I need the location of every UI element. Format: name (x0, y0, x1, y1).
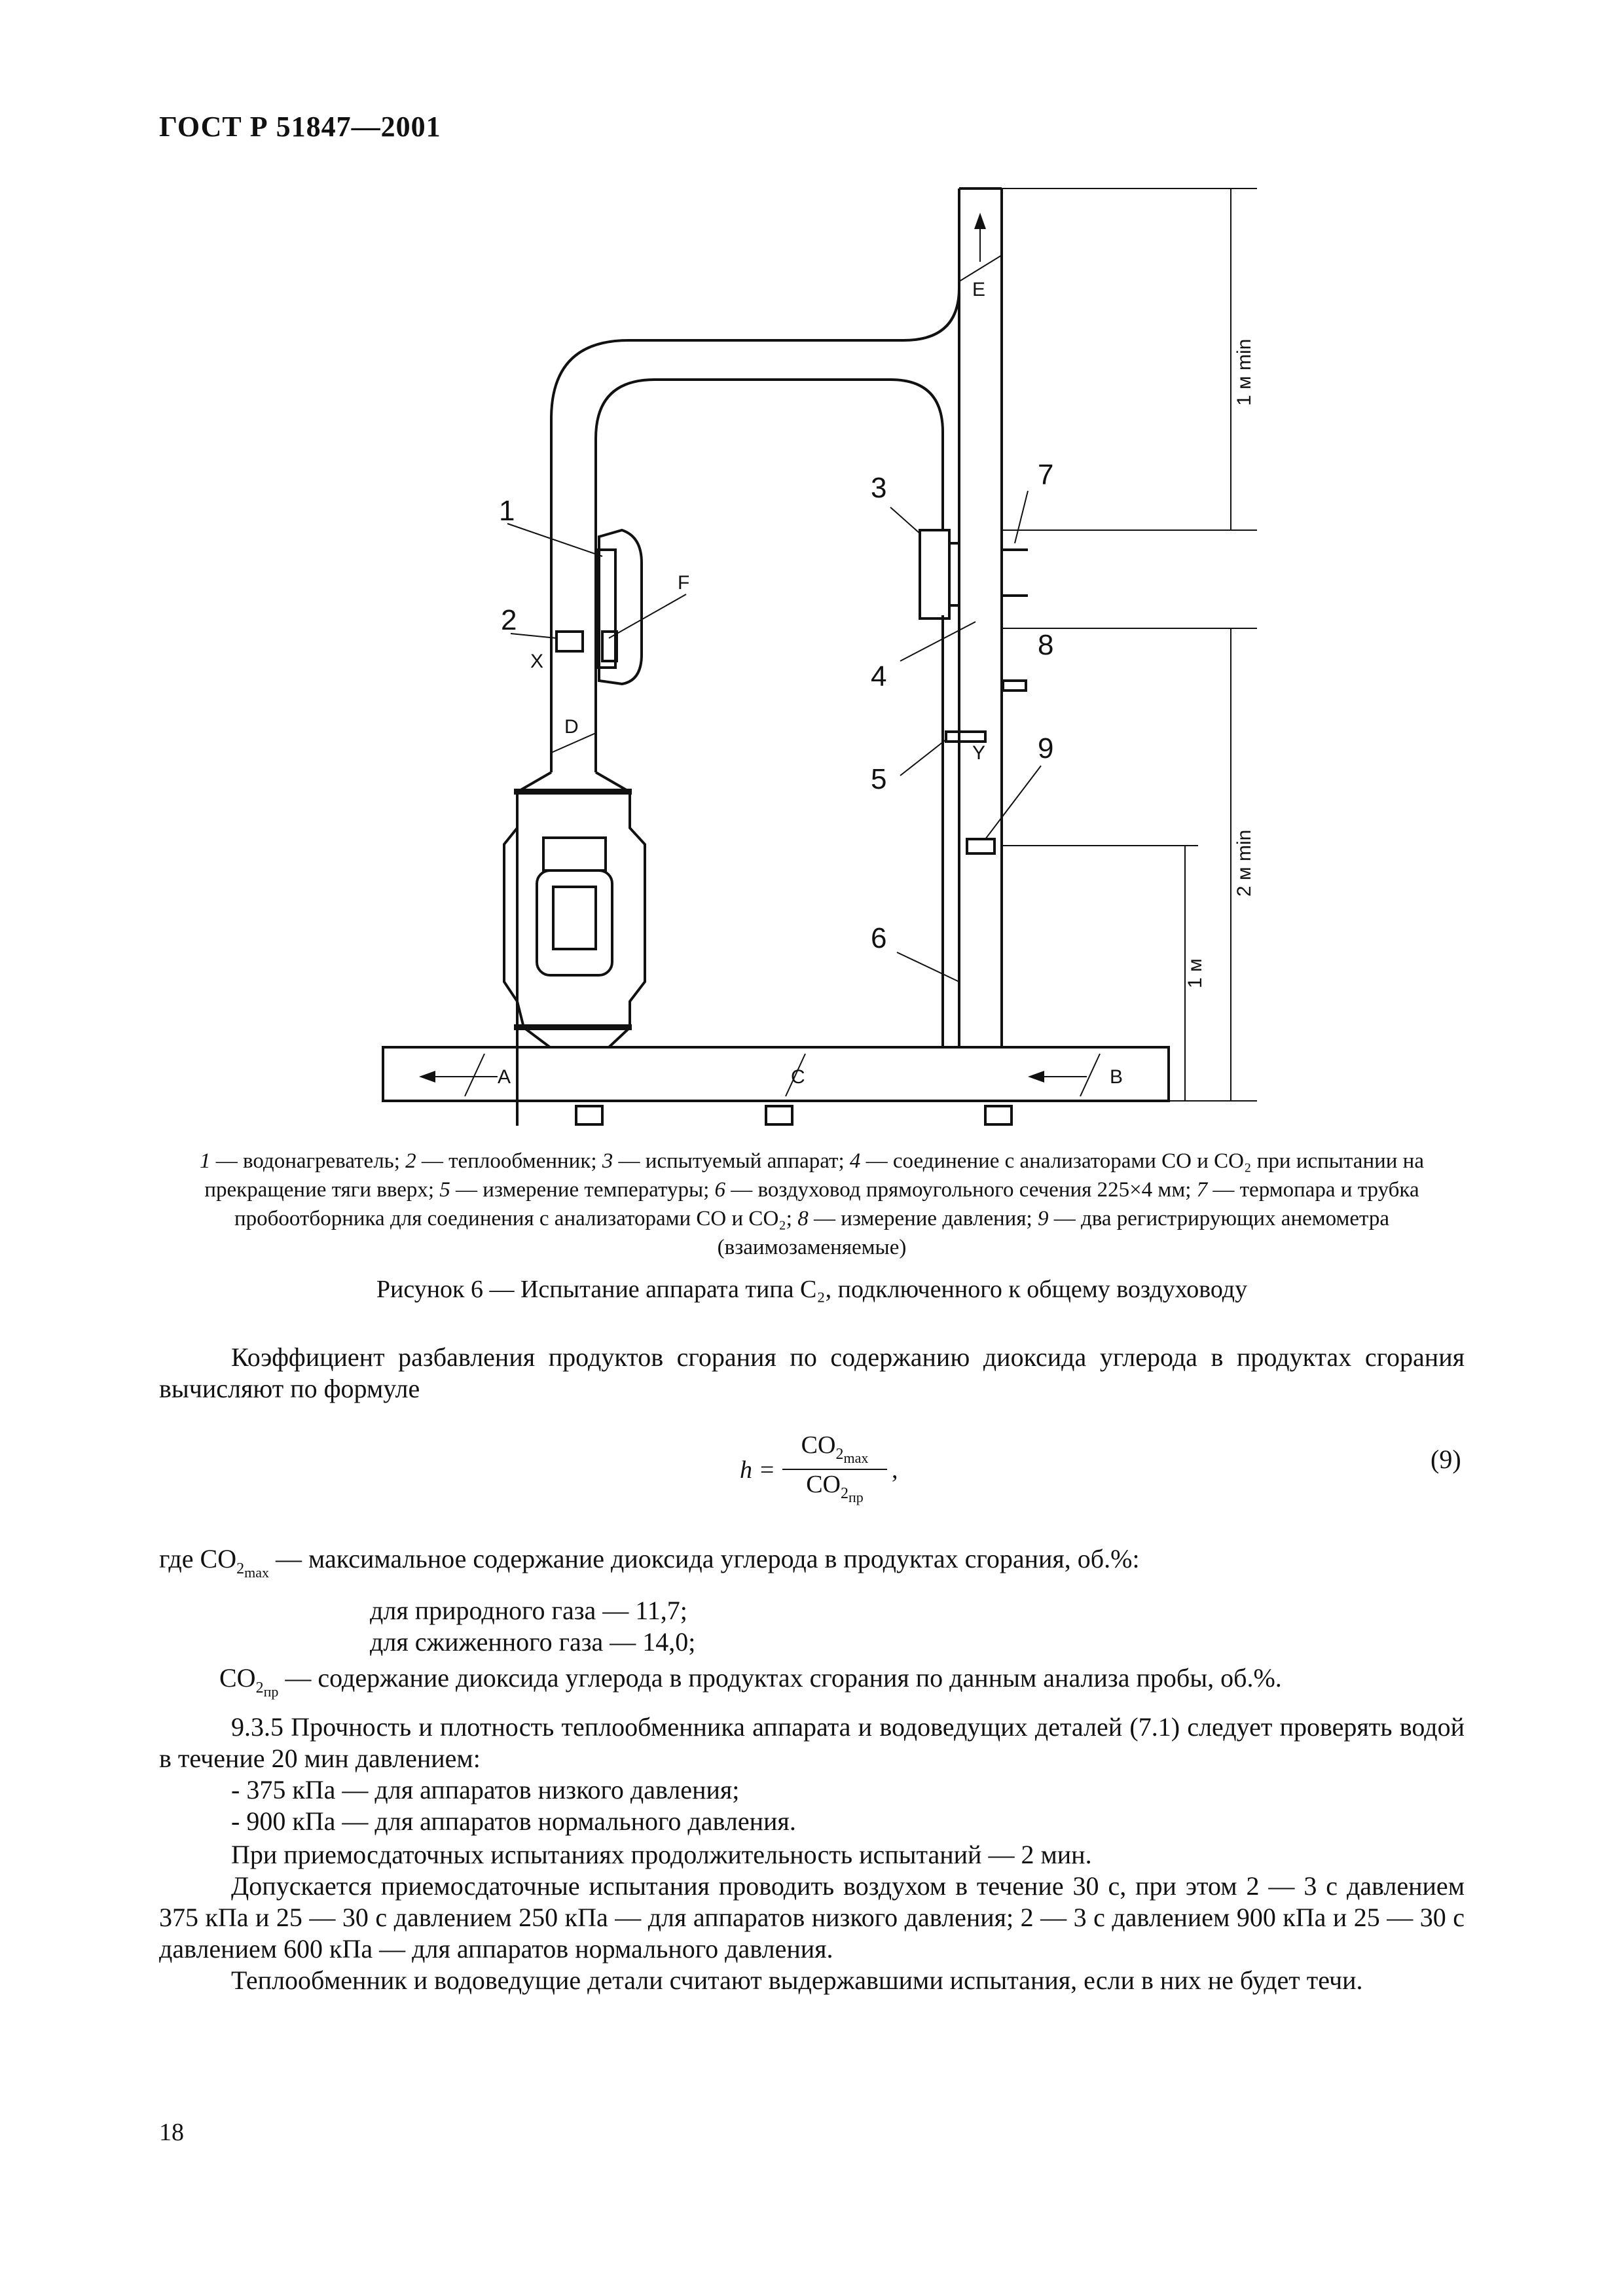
legend-num: 4 (849, 1149, 861, 1173)
formula-numerator: $CO_{2_{max}}$ (782, 1431, 887, 1470)
label-7: 7 (1038, 459, 1054, 491)
legend-num: 7 (1196, 1178, 1208, 1202)
formula-comma: , (892, 1456, 898, 1484)
legend-num: 1 (200, 1149, 211, 1173)
legend-num: 9 (1037, 1207, 1049, 1230)
formula-9 (720, 1431, 917, 1522)
formula-denominator: $CO_{2_{пр}}$ (806, 1471, 864, 1505)
label-2: 2 (501, 604, 517, 636)
label-1: 1 (499, 495, 515, 527)
anemometers (967, 839, 994, 853)
where-co2pr: $CO_{2_{пр}}$ — содержание диоксида углерода в продуктах сгорания по данным анализа пробы, об.%. (219, 1663, 1282, 1700)
legend-num: 2 (405, 1149, 416, 1173)
list-item-900: - 900 кПа — для аппаратов нормального давления. (231, 1806, 796, 1836)
dim-right-short: 1 м (1184, 958, 1206, 988)
label-9: 9 (1038, 732, 1054, 764)
dim-top: 1 м min (1233, 338, 1255, 406)
list-item-375: - 375 кПа — для аппаратов низкого давления; (231, 1775, 740, 1804)
legend-text: — испытуемый аппарат; (613, 1149, 850, 1173)
label-y: Y (972, 742, 986, 764)
figure-number-labels (499, 459, 1053, 954)
dimension-labels (1184, 339, 1255, 988)
paragraph-conclusion: Теплообменник и водоведущие детали считают выдержавшими испытания, если в них не будет течи. (231, 1965, 1363, 1995)
pressure-point (1003, 681, 1026, 691)
legend-num: 3 (602, 1149, 613, 1173)
label-x: X (530, 651, 544, 672)
legend-text: — измерение температуры; (450, 1178, 715, 1202)
paragraph-9-3-5: 9.3.5 Прочность и плотность теплообменника аппарата и водоведущих деталей (7.1) следует проверять водой в течение 20 мин давлением: (159, 1712, 1465, 1773)
legend-num: 8 (797, 1207, 809, 1230)
label-8: 8 (1038, 629, 1054, 661)
legend-text: — водонагреватель; (210, 1149, 406, 1173)
figure-letter-labels (498, 279, 1123, 1088)
label-4: 4 (871, 660, 887, 692)
legend-text: — термопара и трубка пробоотборника для соединения с анализаторами СО и СО₂; (234, 1178, 1419, 1230)
label-d: D (564, 716, 579, 738)
paragraph-acceptance: При приемосдаточных испытаниях продолжительность испытаний — 2 мин. (231, 1840, 1092, 1869)
where-co2max: где $CO_{2_{max}}$ — максимальное содержание диоксида углерода в продуктах сгорания, об.%: (159, 1544, 1140, 1581)
arrowheads (419, 213, 1044, 1083)
figure-6-diagram (0, 0, 1623, 1126)
gas-liquefied: для сжиженного газа — 14,0; (370, 1627, 696, 1657)
gas-natural: для природного газа — 11,7; (370, 1596, 687, 1625)
dim-right-long: 2 м min (1233, 829, 1255, 897)
document-header: ГОСТ Р 51847—2001 (159, 111, 441, 143)
label-f: F (678, 572, 690, 594)
label-e: E (972, 279, 986, 300)
page-number: 18 (159, 2119, 184, 2146)
paragraph-air-test: Допускается приемосдаточные испытания проводить воздухом в течение 30 с, при этом 2 — 3 с давлением 375 кПа и 25 — 30 с давлением 250 кПа — для аппаратов низкого давления; 2 — 3 с давлением 900 кПа и 25 — 30 с давлением 600 кПа — для аппаратов нормального давления. (159, 1871, 1465, 1964)
tested-apparatus (920, 530, 949, 619)
heat-exchanger (556, 632, 583, 651)
formula-lhs: h = (740, 1456, 776, 1484)
label-c: C (791, 1066, 805, 1088)
legend-text: — соединение с анализаторами СО и СО₂ при испытании на прекращение тяги вверх; (204, 1149, 1424, 1202)
loop-outer (551, 288, 959, 772)
loop-inner (596, 380, 943, 772)
legend-num: 5 (439, 1178, 450, 1202)
temperature-point (946, 732, 985, 742)
paragraph-intro: Коэффициент разбавления продуктов сгорания по содержанию диоксида углерода в продуктах сгорания вычисляют по формуле (159, 1342, 1465, 1403)
legend-text: — воздуховод прямоугольного сечения 225×4 мм; (725, 1178, 1197, 1202)
legend-num: 6 (714, 1178, 726, 1202)
label-5: 5 (871, 763, 887, 795)
label-3: 3 (871, 472, 887, 504)
label-6: 6 (871, 922, 887, 954)
formula-fraction (782, 1431, 887, 1506)
label-b: B (1110, 1066, 1123, 1088)
appliance-body (504, 792, 645, 1047)
figure-caption: Рисунок 6 — Испытание аппарата типа С₂, подключенного к общему воздуховоду (376, 1276, 1248, 1303)
legend-text: — теплообменник; (416, 1149, 602, 1173)
label-a: A (498, 1066, 511, 1088)
figure-legend (159, 1147, 1465, 1262)
formula-number: (9) (1431, 1444, 1461, 1474)
legend-text: — измерение давления; (808, 1207, 1038, 1230)
legend-text: — два регистрирующих анемометра (взаимозаменяемые) (717, 1207, 1390, 1259)
